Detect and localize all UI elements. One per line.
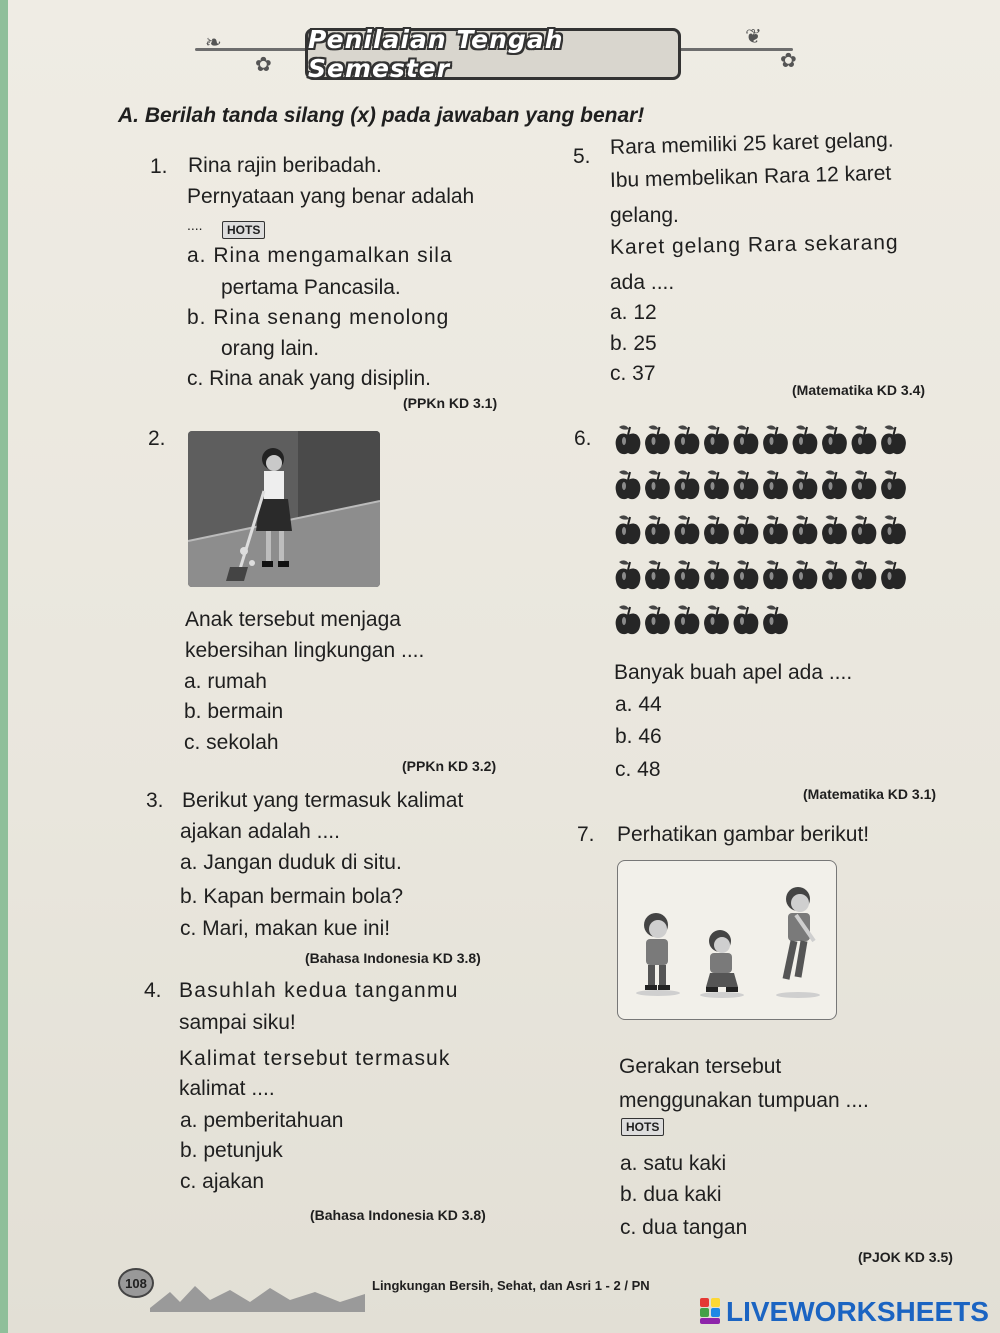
option-a[interactable]: a. 44 <box>615 693 662 716</box>
question-text: Berikut yang termasuk kalimat <box>182 789 464 812</box>
option-a-cont: pertama Pancasila. <box>221 276 401 299</box>
apple-icon <box>881 560 906 589</box>
apple-icon <box>675 425 700 454</box>
kd-label: (Bahasa Indonesia KD 3.8) <box>305 950 481 966</box>
apple-icon <box>793 425 818 454</box>
option-b[interactable]: b. Rina senang menolong <box>187 306 450 329</box>
option-a[interactable]: a. rumah <box>184 670 267 693</box>
title-banner <box>185 18 805 86</box>
apple-icon <box>704 560 729 589</box>
apple-icon <box>793 560 818 589</box>
apple-icon <box>734 470 759 499</box>
instruction: A. Berilah tanda silang (x) pada jawaban yang benar! <box>118 104 645 127</box>
question-text: kebersihan lingkungan .... <box>185 639 425 662</box>
apple-icon <box>822 425 847 454</box>
option-a[interactable]: a. Rina mengamalkan sila <box>187 244 453 267</box>
apple-icon <box>645 605 670 634</box>
apple-icon <box>704 470 729 499</box>
apple-icon <box>616 425 641 454</box>
apple-icon <box>616 470 641 499</box>
apple-icon <box>704 425 729 454</box>
apple-icon <box>881 470 906 499</box>
girl-sweeping-image <box>188 431 380 587</box>
apple-icon <box>852 515 877 544</box>
banner-ribbon <box>305 25 681 83</box>
apple-icon <box>704 605 729 634</box>
option-b[interactable]: b. bermain <box>184 700 284 723</box>
apple-icon <box>734 515 759 544</box>
question-number: 5. <box>573 145 591 168</box>
hots-badge: HOTS <box>621 1118 664 1136</box>
leaf-icon: ✿ <box>780 50 797 72</box>
question-text: Anak tersebut menjaga <box>185 608 401 631</box>
liveworksheets-watermark <box>700 1296 989 1328</box>
option-b-cont: orang lain. <box>221 337 320 360</box>
question-text: Karet gelang Rara sekarang <box>609 230 899 259</box>
kd-label: (PPKn KD 3.1) <box>403 395 498 411</box>
question-text: Basuhlah kedua tanganmu <box>179 979 459 1002</box>
option-c[interactable]: c. Rina anak yang disiplin. <box>187 367 431 390</box>
option-b[interactable]: b. 46 <box>615 725 662 748</box>
option-a[interactable]: a. 12 <box>610 301 657 324</box>
question-text: .... <box>187 217 203 233</box>
apple-icon <box>645 425 670 454</box>
leaf-icon: ❧ <box>205 32 222 54</box>
question-number: 3. <box>146 789 164 812</box>
apple-icon <box>793 470 818 499</box>
apple-icon <box>763 560 788 589</box>
option-a[interactable]: a. satu kaki <box>620 1152 727 1175</box>
apple-icon <box>704 515 729 544</box>
jumping-children-image <box>617 860 837 1020</box>
question-number: 6. <box>574 427 592 450</box>
question-text: ajakan adalah .... <box>180 820 340 843</box>
question-text: Pernyataan yang benar adalah <box>187 185 475 208</box>
kd-label: (PJOK KD 3.5) <box>858 1249 953 1265</box>
option-a[interactable]: a. pemberitahuan <box>180 1109 344 1132</box>
apple-icon <box>734 560 759 589</box>
page-title: Penilaian Tengah Semester <box>308 25 564 83</box>
option-c[interactable]: c. ajakan <box>180 1170 265 1193</box>
question-text: Banyak buah apel ada .... <box>614 661 853 684</box>
kd-label: (Matematika KD 3.1) <box>803 786 937 802</box>
apple-icon <box>645 470 670 499</box>
option-c[interactable]: c. dua tangan <box>620 1216 748 1239</box>
question-text: sampai siku! <box>179 1011 296 1034</box>
liveworksheets-logo-icon <box>700 1298 722 1326</box>
apple-icon <box>822 560 847 589</box>
question-text: Rara memiliki 25 karet gelang. <box>609 128 894 159</box>
leaf-icon: ✿ <box>255 54 272 76</box>
option-c[interactable]: c. 48 <box>615 758 661 781</box>
question-text: kalimat .... <box>179 1077 275 1100</box>
question-text: ada .... <box>610 271 675 294</box>
apple-icon <box>793 515 818 544</box>
question-text: gelang. <box>610 204 679 227</box>
question-number: 4. <box>144 979 162 1002</box>
apple-icon <box>734 605 759 634</box>
banner-vine-right <box>673 48 793 51</box>
apple-icon <box>881 515 906 544</box>
apple-icon <box>852 470 877 499</box>
option-b[interactable]: b. petunjuk <box>180 1139 283 1162</box>
question-number: 7. <box>577 823 595 846</box>
question-text: Rina rajin beribadah. <box>188 154 382 177</box>
apple-icon <box>675 470 700 499</box>
apple-icon <box>734 425 759 454</box>
apple-icon <box>616 515 641 544</box>
apple-icon <box>675 560 700 589</box>
option-b[interactable]: b. dua kaki <box>620 1183 722 1206</box>
apple-icon <box>763 515 788 544</box>
option-c[interactable]: c. 37 <box>610 362 656 385</box>
question-number: 1. <box>150 155 168 178</box>
leaf-icon: ❦ <box>745 26 762 48</box>
apple-icon <box>675 515 700 544</box>
apple-icon <box>616 605 641 634</box>
kd-label: (Matematika KD 3.4) <box>792 382 926 398</box>
question-text: Ibu membelikan Rara 12 karet <box>609 161 892 192</box>
option-c[interactable]: c. Mari, makan kue ini! <box>180 917 391 940</box>
footer-text: Lingkungan Bersih, Sehat, dan Asri 1 - 2 / PN <box>372 1278 650 1293</box>
apple-icon <box>852 560 877 589</box>
apple-icon <box>763 425 788 454</box>
kd-label: (PPKn KD 3.2) <box>402 758 497 774</box>
apple-icon <box>822 470 847 499</box>
apple-icon <box>675 605 700 634</box>
option-b[interactable]: b. 25 <box>610 332 657 355</box>
footer-grass-decoration <box>150 1272 370 1312</box>
watermark-text: LIVEWORKSHEETS <box>726 1296 989 1327</box>
question-text: Kalimat tersebut termasuk <box>179 1047 451 1070</box>
apple-icon <box>616 560 641 589</box>
option-c[interactable]: c. sekolah <box>184 731 279 754</box>
question-text: Gerakan tersebut <box>619 1055 782 1078</box>
apple-picture <box>612 420 932 650</box>
option-b[interactable]: b. Kapan bermain bola? <box>180 885 403 908</box>
question-number: 2. <box>148 427 166 450</box>
page-number: 108 <box>118 1268 154 1298</box>
apple-icon <box>852 425 877 454</box>
background-edge <box>0 0 8 1333</box>
apple-icon <box>645 560 670 589</box>
option-a[interactable]: a. Jangan duduk di situ. <box>180 851 402 874</box>
question-text: menggunakan tumpuan .... <box>619 1089 869 1112</box>
apple-icon <box>763 470 788 499</box>
question-text: Perhatikan gambar berikut! <box>617 823 870 846</box>
apple-icon <box>645 515 670 544</box>
apple-icon <box>763 605 788 634</box>
kd-label: (Bahasa Indonesia KD 3.8) <box>310 1207 486 1223</box>
hots-badge: HOTS <box>222 221 265 239</box>
apple-icon <box>881 425 906 454</box>
apple-icon <box>822 515 847 544</box>
